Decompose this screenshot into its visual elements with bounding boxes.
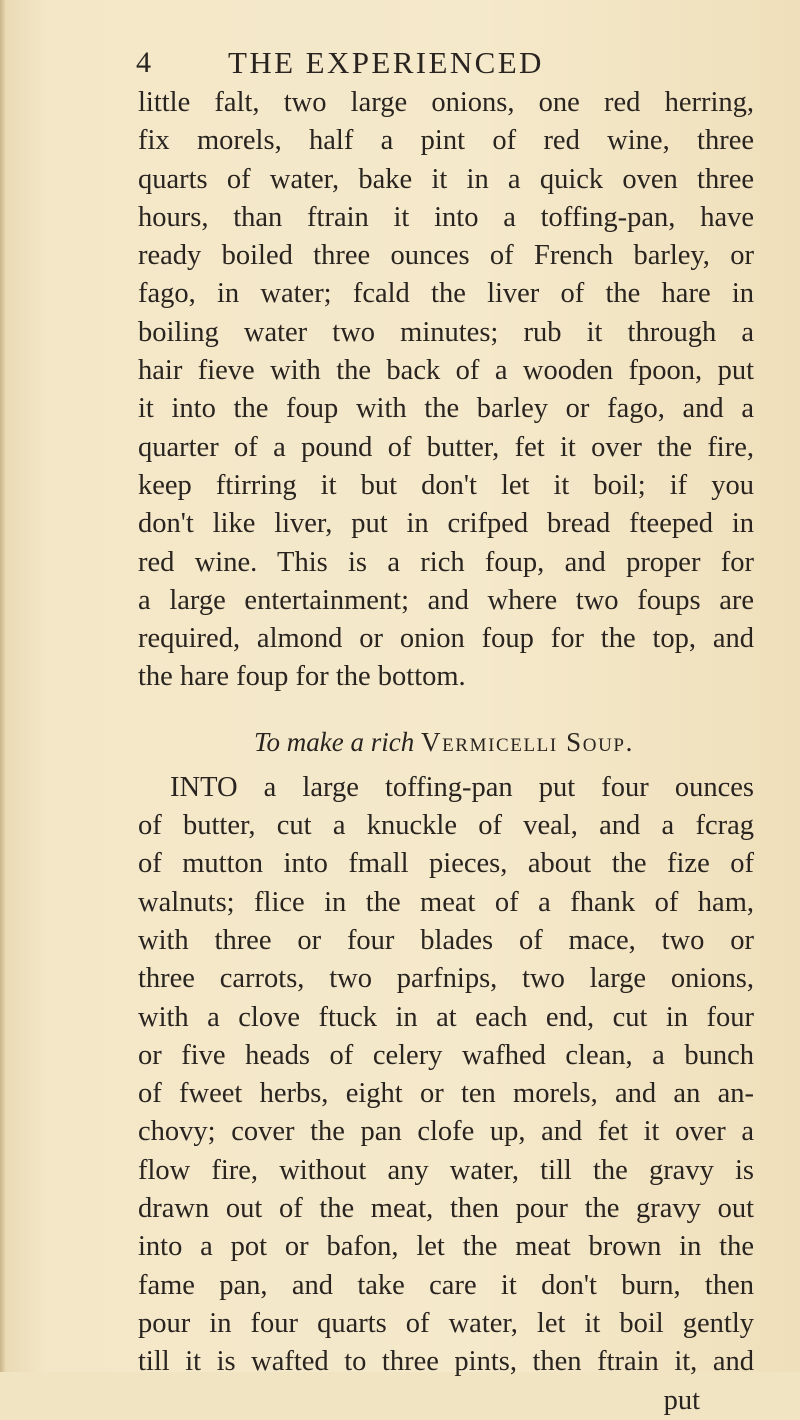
text-line: with three or four blades of mace, two or [138, 924, 754, 956]
text-line: of butter, cut a knuckle of veal, and a fcrag [138, 810, 754, 842]
text-line: till it is wafted to three pints, then ftrain it, and [138, 1346, 754, 1378]
page-header [0, 44, 800, 84]
text-block [138, 84, 754, 1420]
catchword: put [663, 1384, 700, 1416]
recipe-title-name: Vermicelli Soup. [421, 726, 634, 757]
text-line: quarts of water, bake it in a quick oven three [138, 163, 754, 195]
text-line: chovy; cover the pan clofe up, and fet it over a [138, 1116, 754, 1148]
text-line: pour in four quarts of water, let it boil gently [138, 1307, 754, 1339]
text-line: of fweet herbs, eight or ten morels, and an an- [138, 1078, 754, 1110]
text-line: fago, in water; fcald the liver of the hare in [138, 278, 754, 310]
recipe-title-prefix: To make a rich [254, 726, 415, 757]
text-line: drawn out of the meat, then pour the gravy out [138, 1193, 754, 1225]
text-line: walnuts; flice in the meat of a fhank of ham, [138, 886, 754, 918]
text-line: little falt, two large onions, one red herring, [138, 87, 754, 118]
text-line: required, almond or onion foup for the top, and [138, 623, 754, 655]
text-line: fame pan, and take care it don't burn, then [138, 1269, 754, 1301]
text-line: of mutton into fmall pieces, about the fize of [138, 848, 754, 880]
text-line: it into the foup with the barley or fago, and a [138, 393, 754, 425]
text-line: quarter of a pound of butter, fet it over the fire, [138, 431, 754, 463]
text-line: fix morels, half a pint of red wine, three [138, 125, 754, 157]
text-line: boiling water two minutes; rub it through a [138, 316, 754, 348]
paragraph-vermicelli-soup [138, 769, 754, 1420]
page-number: 4 [136, 46, 151, 79]
paragraph-hare-soup [138, 84, 754, 697]
page-edge-shadow [0, 0, 6, 1372]
text-line: hair fieve with the back of a wooden fpoon, put [138, 355, 754, 387]
text-line: into a pot or bafon, let the meat brown in the [138, 1231, 754, 1263]
text-line: ready boiled three ounces of French barley, or [138, 240, 754, 272]
text-line: three carrots, two parfnips, two large onions, [138, 963, 754, 995]
text-line: don't like liver, put in crifped bread fteeped in [138, 508, 754, 540]
text-line: or five heads of celery wafhed clean, a bunch [138, 1039, 754, 1071]
recipe-title [138, 715, 754, 769]
text-line: a large entertainment; and where two foups are [138, 584, 754, 616]
running-head: THE EXPERIENCED [228, 45, 544, 80]
text-line: flow fire, without any water, till the gravy is [138, 1154, 754, 1186]
text-line: red wine. This is a rich foup, and proper for [138, 546, 754, 578]
text-line: with a clove ftuck in at each end, cut in four [138, 1001, 754, 1033]
text-line: keep ftirring it but don't let it boil; if you [138, 469, 754, 501]
text-line: the hare foup for the bottom. [138, 661, 466, 693]
text-line: INTO a large toffing-pan put four ounces [170, 771, 754, 803]
text-line: hours, than ftrain it into a toffing-pan, have [138, 201, 754, 233]
